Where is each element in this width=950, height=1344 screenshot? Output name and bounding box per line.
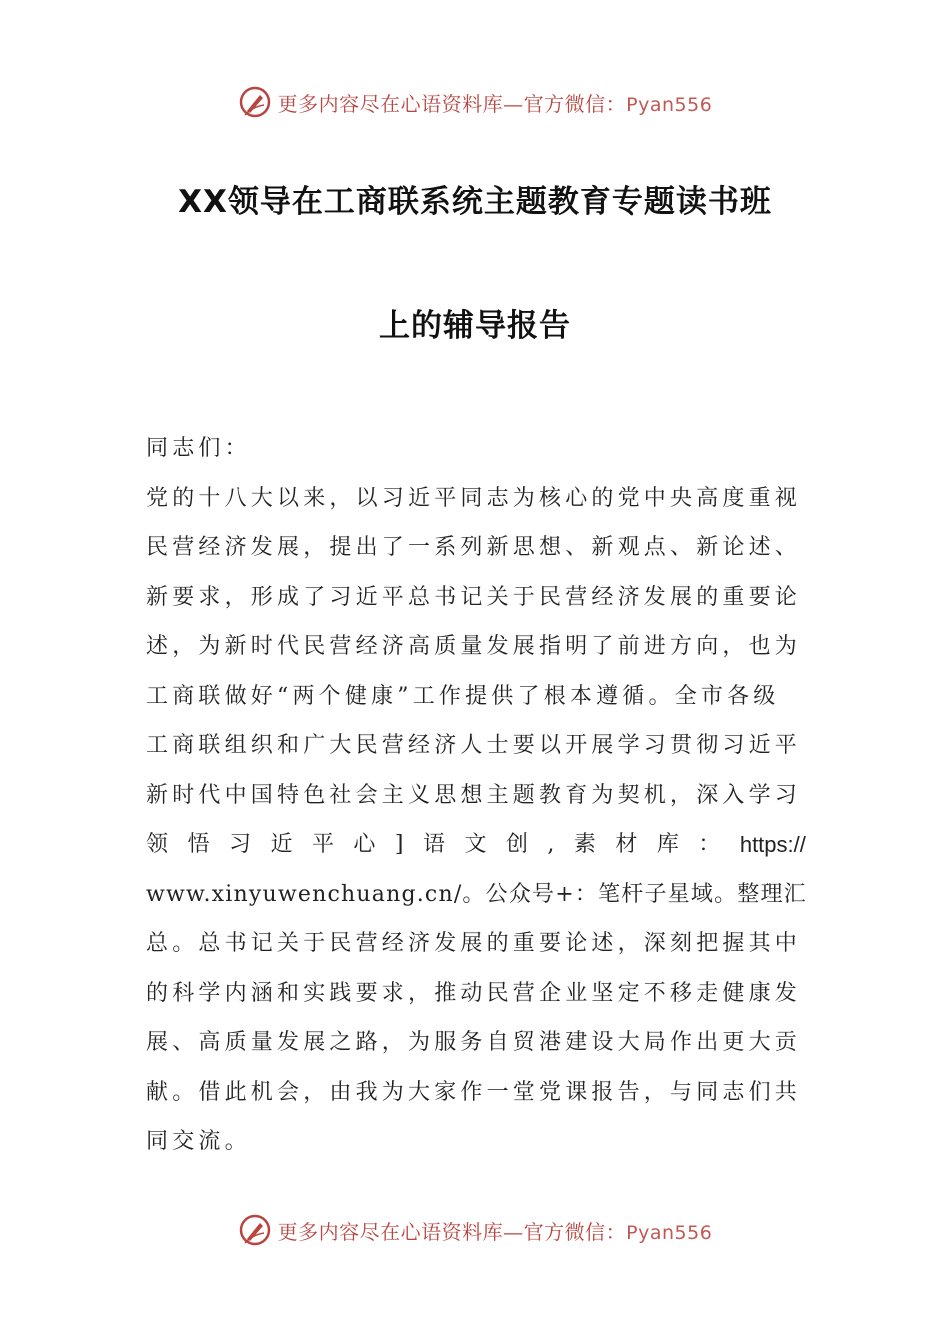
text-fragment: , [547, 832, 555, 857]
text-fragment: ] [394, 832, 404, 857]
text-fragment: 领 [146, 832, 169, 857]
text-fragment: 语 [422, 832, 445, 857]
text-fragment: 材 [615, 832, 638, 857]
banner-wechat: Pyan556 [626, 1221, 713, 1244]
greeting: 同志们： [146, 436, 251, 461]
text-fragment: 悟 [187, 832, 210, 857]
paragraph-line: 党的十八大以来，以习近平同志为核心的党中央高度重视 [146, 486, 802, 511]
footer-banner [0, 1210, 950, 1250]
text-fragment: 平 [311, 832, 334, 857]
document-title-line-1: XX领导在工商联系统主题教育专题读书班 [178, 184, 772, 220]
paragraph-line-justified [146, 828, 806, 862]
paragraph-line: 的科学内涵和实践要求，推动民营企业坚定不移走健康发 [146, 981, 802, 1006]
text-fragment: 库 [656, 832, 679, 857]
paragraph-line: 献。借此机会，由我为大家作一堂党课报告，与同志们共 [146, 1080, 802, 1105]
paragraph-line: 民营经济发展，提出了一系列新思想、新观点、新论述、 [146, 535, 802, 560]
text-fragment: ： [698, 832, 721, 857]
text-fragment: 素 [573, 832, 596, 857]
document-title-line-2: 上的辅导报告 [379, 308, 571, 344]
paragraph-line: 工商联做好“两个健康”工作提供了根本遵循。全市各级 [146, 684, 780, 709]
banner-text: 更多内容尽在心语资料库—官方微信：Pyan556 [277, 1219, 713, 1244]
paragraph-line-url: www.xinyuwenchuang.cn/。公众号+：笔杆子星域。整理汇 [146, 882, 807, 907]
text-fragment: 心 [353, 832, 376, 857]
paragraph-line: 同交流。 [146, 1129, 251, 1154]
paragraph-line: 新时代中国特色社会主义思想主题教育为契机，深入学习 [146, 783, 802, 808]
banner-text: 更多内容尽在心语资料库—官方微信：Pyan556 [277, 91, 713, 116]
paragraph-line: 展、高质量发展之路，为服务自贸港建设大局作出更大贡 [146, 1030, 802, 1055]
paragraph-line: 新要求，形成了习近平总书记关于民营经济发展的重要论 [146, 585, 802, 610]
text-fragment: 近 [270, 832, 293, 857]
text-fragment: 习 [228, 832, 251, 857]
pen-logo-icon [238, 1213, 272, 1247]
banner-wechat: Pyan556 [626, 93, 713, 116]
paragraph-line: 工商联组织和广大民营经济人士要以开展学习贯彻习近平 [146, 733, 802, 758]
text-fragment: 文 [464, 832, 487, 857]
paragraph-line: 总。总书记关于民营经济发展的重要论述，深刻把握其中 [146, 931, 802, 956]
text-fragment: 创 [505, 832, 528, 857]
paragraph-line: 述，为新时代民营经济高质量发展指明了前进方向，也为 [146, 634, 802, 659]
pen-logo-icon [238, 85, 272, 119]
header-banner [0, 82, 950, 122]
url-fragment: https:// [739, 832, 806, 857]
